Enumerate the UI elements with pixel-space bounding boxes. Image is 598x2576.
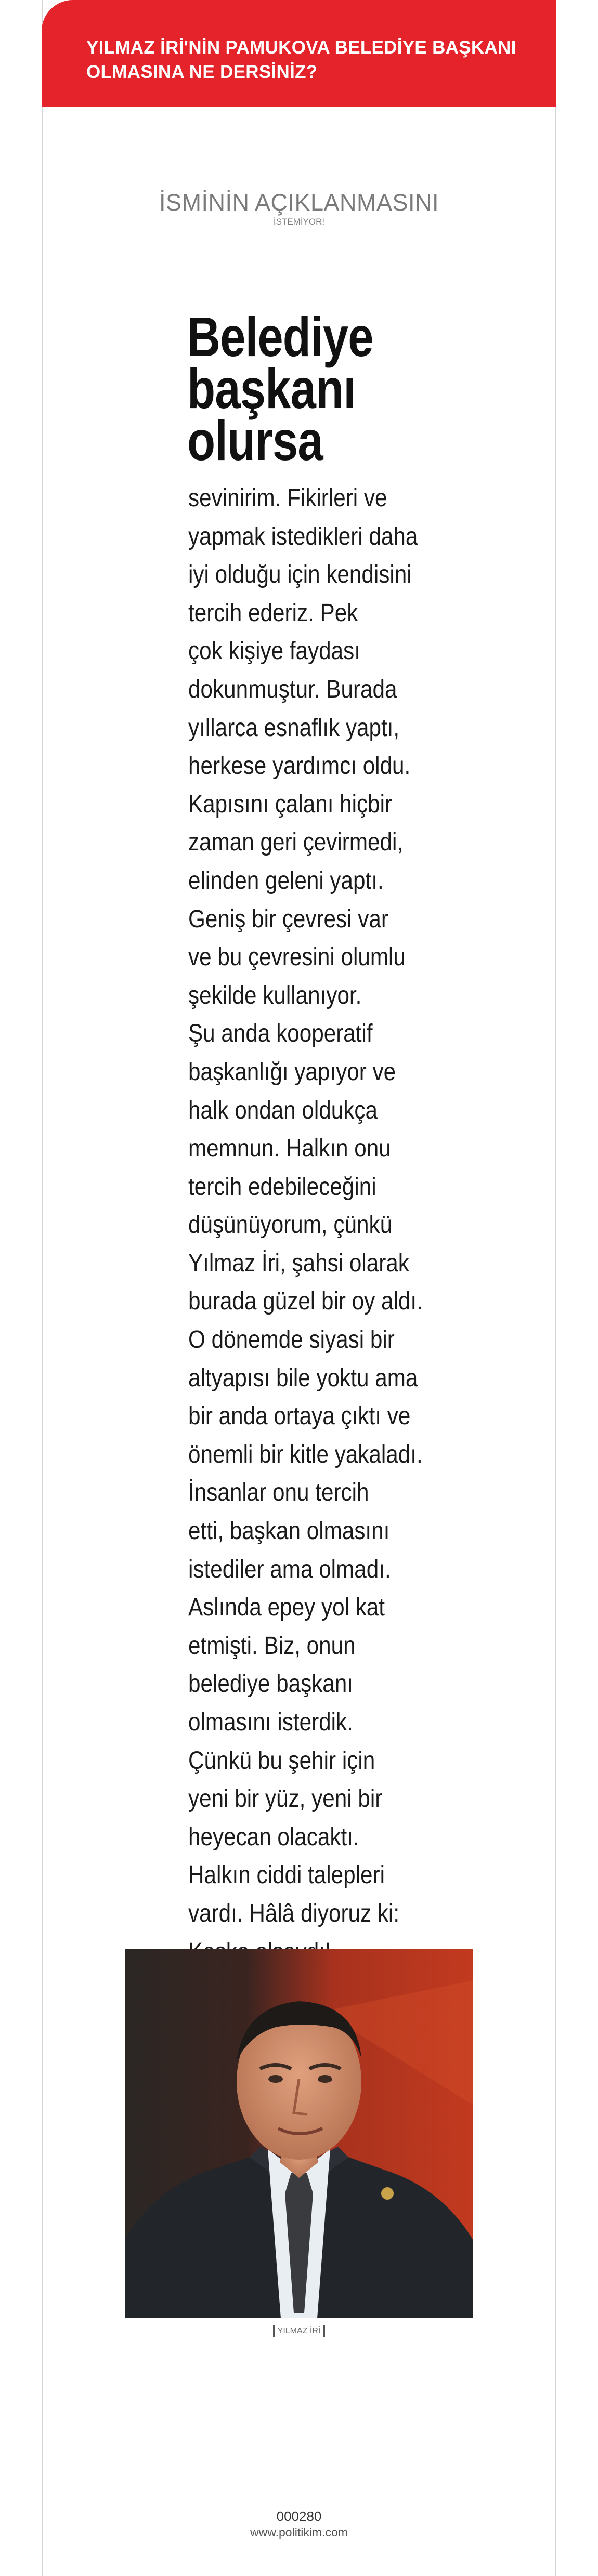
source-name: İSMİNİN AÇIKLANMASINI [159,189,439,216]
website-link[interactable]: www.politikim.com [250,2526,348,2539]
page-number: 000280 [276,2508,322,2524]
source-label [0,190,598,227]
source-sub: İSTEMİYOR! [273,217,325,227]
article-body: sevinirim. Fikirleri ve yapmak istedikleri daha iyi olduğu için kendisini tercih ederiz. Pek çok kişiye faydası dokunmuştur. Burada yıllarca esnaflık yaptı, herkese yardımcı oldu. Kapısını çalanı hiçbir zaman geri çevirmedi, elinden geleni yaptı. Geniş bir çevresi var ve bu çevresini olumlu şekilde kullanıyor. Şu anda kooperatif başkanlığı yapıyor ve halk ondan oldukça memnun. Halkın onu tercih edebileceğini düşünüyorum, çünkü Yılmaz İri, şahsi olarak burada güzel bir oy aldı. O dönemde siyasi bir altyapısı bile yoktu ama bir anda ortaya çıktı ve önemli bir kitle yakaladı. İnsanlar onu tercih etti, başkan olmasını istediler ama olmadı. Aslında epey yol kat etmişti. Biz, onun belediye başkanı olmasını isterdik. Çünkü bu şehir için yeni bir yüz, yeni bir heyecan olacaktı. Halkın ciddi talepleri vardı. Hâlâ diyoruz ki: [188,484,423,1927]
photo-caption [0,2325,598,2337]
caption-bar-right [323,2325,325,2337]
article-headline: Belediye başkanı olursa [187,305,373,472]
caption-text: YILMAZ İRİ [277,2327,321,2335]
portrait-illustration [125,1949,473,2318]
page-footer [0,2508,598,2540]
banner-question: YILMAZ İRİ'NİN PAMUKOVA BELEDİYE BAŞKANI OLMASINA NE DERSİNİZ? [86,37,516,82]
portrait-photo [125,1949,473,2318]
question-banner [42,0,556,107]
caption-bar-left [273,2325,275,2337]
